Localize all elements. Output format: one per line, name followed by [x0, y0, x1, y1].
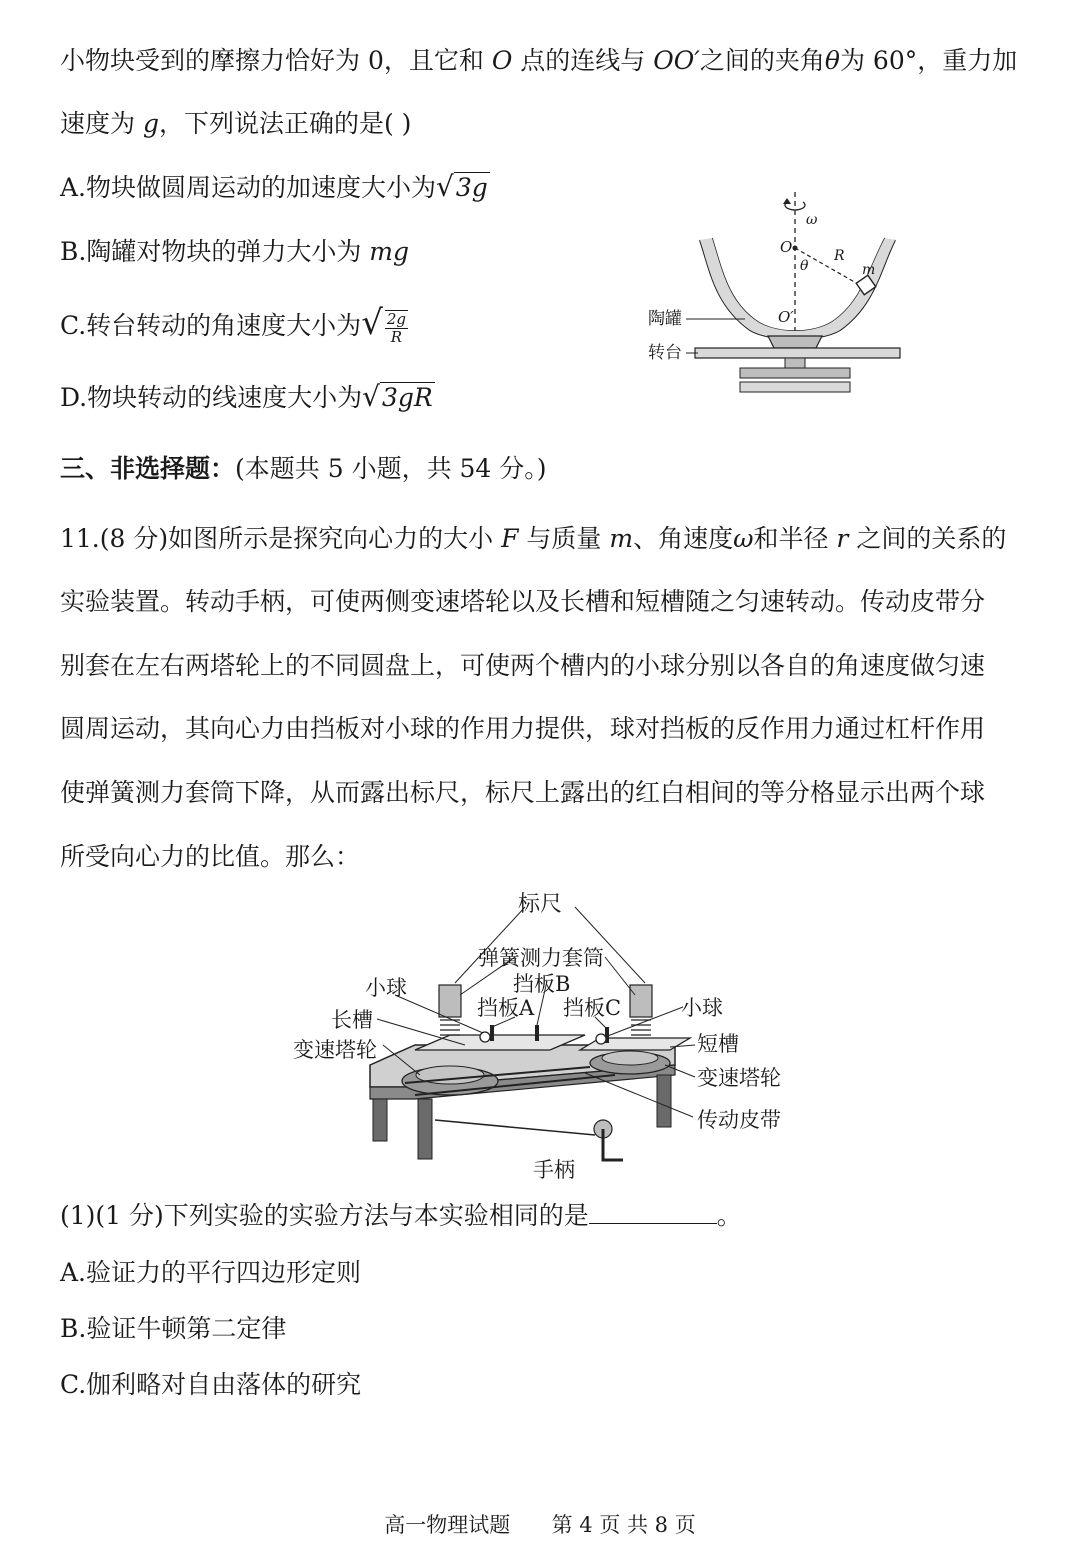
theta-label: θ — [800, 258, 809, 274]
option-a-text: A.物块做圆周运动的加速度大小为 — [60, 173, 437, 202]
radical-sign: √ — [362, 380, 380, 413]
label-belt: 传动皮带 — [697, 1108, 781, 1132]
table-leg — [373, 1099, 387, 1141]
label-ball-left: 小球 — [365, 976, 407, 1000]
q10-option-a — [60, 170, 490, 205]
footer-course: 高一物理试题 — [384, 1513, 511, 1537]
q11-line-1 — [60, 522, 1006, 556]
option-d-sqrt — [362, 380, 435, 415]
label-sleeve: 弹簧测力套筒 — [478, 946, 604, 970]
label-pulley-right: 变速塔轮 — [697, 1066, 781, 1090]
leader — [605, 957, 635, 995]
turntable-shaft — [785, 358, 805, 368]
q10-stem-text: 之间的夹角 — [699, 46, 825, 75]
fraction-numerator: 2g — [386, 309, 407, 328]
q11-line-2: 实验装置。转动手柄，可使两侧变速塔轮以及长槽和短槽随之匀速转动。传动皮带分 — [60, 587, 986, 616]
option-d-text: D.物块转动的线速度大小为 — [60, 383, 363, 412]
q11-line-3: 别套在左右两塔轮上的不同圆盘上，可使两个槽内的小球分别以各自的角速度做匀速 — [60, 651, 986, 680]
q10-option-b — [60, 235, 409, 269]
option-b-text: B.陶罐对物块的弹力大小为 — [60, 237, 370, 266]
option-a-sqrt — [436, 170, 490, 205]
q11-text: 11.(8 分)如图所示是探究向心力的大小 — [60, 524, 502, 553]
table-leg — [418, 1099, 432, 1159]
pot-turntable-figure — [640, 190, 920, 405]
label-pulley-left: 变速塔轮 — [293, 1038, 377, 1062]
radicand: 3g — [455, 173, 488, 202]
table-leg — [657, 1075, 671, 1127]
q10-stem-text: 点的连线与 — [512, 46, 654, 75]
spring-right — [631, 1020, 651, 1035]
label-scale: 标尺 — [518, 892, 563, 917]
symbol-f: F — [501, 524, 519, 553]
page-footer — [0, 1509, 1080, 1539]
answer-blank[interactable] — [589, 1201, 717, 1224]
sub1-end: 。 — [716, 1201, 742, 1230]
ball-left — [480, 1032, 490, 1042]
turntable-foot — [740, 382, 850, 392]
footer-page: 第 4 页 共 8 页 — [551, 1513, 696, 1537]
q10-stem-text: 小物块受到的摩擦力恰好为 0，且它和 — [60, 46, 492, 75]
spring-sleeve-left — [439, 985, 461, 1017]
q10-stem-text: 为 60°，重力加 — [839, 46, 1018, 75]
label-baffle-a: 挡板A — [477, 996, 535, 1020]
option-c-text: C.转台转动的角速度大小为 — [60, 311, 362, 340]
option-b-expr: mg — [369, 237, 409, 266]
q10-option-c — [60, 303, 408, 346]
line-oo-prime: OO′ — [653, 46, 700, 75]
q11-line-5: 使弹簧测力套筒下降，从而露出标尺，标尺上露出的红白相间的等分格显示出两个球 — [60, 778, 986, 807]
q11-text: 与质量 — [518, 524, 610, 553]
q10-option-d — [60, 380, 435, 415]
q11-text: 、角速度 — [633, 524, 734, 553]
point-o: O — [491, 46, 513, 75]
radical-sign: √ — [436, 170, 454, 203]
radicand: 3gR — [381, 383, 433, 412]
handle-belt — [435, 1120, 595, 1135]
leader — [575, 907, 645, 983]
label-short-slot: 短槽 — [697, 1032, 739, 1056]
q10-stem-line-1 — [60, 44, 1017, 78]
sub1-option-c: C.伽利略对自由落体的研究 — [60, 1370, 362, 1399]
omega-label: ω — [806, 212, 818, 228]
label-baffle-b: 挡板B — [513, 972, 571, 996]
o-prime-label: O′ — [778, 308, 794, 326]
radical-sign: √ — [361, 303, 383, 343]
turntable-label: 转台 — [648, 343, 682, 363]
leader — [377, 1019, 465, 1045]
fraction-denominator: R — [390, 327, 403, 346]
q11-line-6: 所受向心力的比值。那么： — [60, 842, 361, 871]
q10-stem-line-2 — [60, 107, 411, 141]
baffle-b — [535, 1025, 539, 1041]
pot-base — [768, 336, 822, 348]
centripetal-apparatus-figure — [285, 885, 805, 1185]
pulley-right-top — [602, 1051, 658, 1065]
section-3-heading — [60, 452, 547, 486]
label-baffle-c: 挡板C — [563, 996, 622, 1020]
o-label: O — [780, 238, 793, 256]
sub1-text: (1)(1 分)下列实验的实验方法与本实验相同的是 — [60, 1201, 589, 1230]
ball-right — [596, 1034, 606, 1044]
spring-sleeve-right — [630, 985, 652, 1017]
symbol-omega: ω — [733, 524, 754, 553]
section-note: (本题共 5 小题，共 54 分。) — [235, 454, 547, 483]
rotation-arrowhead — [783, 198, 791, 204]
label-long-slot: 长槽 — [331, 1008, 373, 1032]
q11-sub1 — [60, 1199, 742, 1233]
r-label: R — [834, 248, 845, 264]
sub1-option-a: A.验证力的平行四边形定则 — [60, 1258, 362, 1287]
m-label: m — [862, 262, 876, 278]
q10-stem-text: ，下列说法正确的是( ) — [158, 109, 412, 138]
q11-line-4: 圆周运动，其向心力由挡板对小球的作用力提供，球对挡板的反作用力通过杠杆作用 — [60, 714, 986, 743]
option-c-fraction — [385, 310, 408, 346]
q10-stem-text: 速度为 — [60, 109, 143, 138]
q11-text: 和半径 — [753, 524, 837, 553]
turntable-base — [740, 368, 850, 378]
q11-text: 之间的关系的 — [848, 524, 1007, 553]
section-title: 三、非选择题： — [60, 454, 236, 483]
symbol-r: r — [836, 524, 849, 553]
turntable-plate — [695, 348, 900, 358]
label-handle: 手柄 — [533, 1158, 575, 1182]
pot-label: 陶罐 — [648, 309, 682, 329]
gravity-g: g — [142, 109, 159, 138]
angle-theta: θ — [824, 46, 840, 75]
sub1-option-b: B.验证牛顿第二定律 — [60, 1314, 287, 1343]
baffle-a — [490, 1025, 494, 1041]
symbol-m: m — [609, 524, 634, 553]
leader — [585, 1073, 693, 1117]
label-ball-right: 小球 — [681, 996, 723, 1020]
